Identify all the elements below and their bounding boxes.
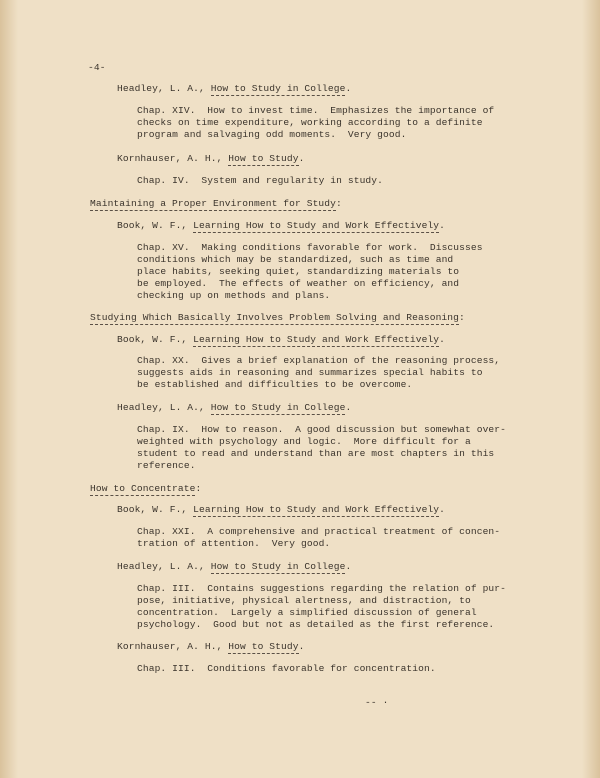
reference-entry [117,561,351,573]
section-heading-tail: : [336,198,342,209]
reference-entry [117,402,351,414]
reference-title: How to Study [228,641,299,652]
reference-title: Learning How to Study and Work Effectively [193,220,440,231]
chapter-note-line: checking up on methods and plans. [137,290,331,301]
chapter-note-line: Chap. XV. Making conditions favorable for work. Discusses [137,242,483,253]
section-heading-text: Maintaining a Proper Environment for Study [90,198,337,209]
chapter-note-line: Chap. XX. Gives a brief explanation of the reasoning process, [137,355,501,366]
chapter-note-line: conditions which may be standardized, such as time and [137,254,454,265]
chapter-note-line: student to read and understand than are most chapters in this [137,448,495,459]
section-heading-tail: : [195,483,202,494]
chapter-note-line: place habits, seeking quiet, standardizing materials to [137,266,460,277]
reference-tail: . [345,83,352,94]
reference-author: Headley, L. A., [117,561,211,572]
section-heading [90,483,201,495]
reference-tail: . [345,561,352,572]
chapter-note-line: Chap. III. Contains suggestions regarding the relation of pur- [137,583,507,594]
section-heading-text: How to Concentrate [90,483,196,494]
chapter-note-line: be employed. The effects of weather on efficiency, and [137,278,460,289]
reference-entry [117,334,445,346]
reference-tail: . [439,504,446,515]
reference-author: Headley, L. A., [117,402,211,413]
chapter-note-line: Chap. IV. System and regularity in study. [137,175,384,186]
reference-author: Headley, L. A., [117,83,211,94]
chapter-note-line: concentration. Largely a simplified discussion of general [137,607,477,618]
reference-entry [117,641,304,653]
reference-author: Book, W. F., [117,504,194,515]
chapter-note-line: suggests aids in reasoning and summarizes special habits to [137,367,483,378]
chapter-note-line: reference. [137,460,196,471]
chapter-note-line: program and salvaging odd moments. Very good. [137,129,407,140]
reference-entry [117,83,351,95]
chapter-note-line: Chap. XXI. A comprehensive and practical treatment of concen- [137,526,501,537]
page-edge-left [0,0,18,778]
reference-title: How to Study in College [210,561,346,572]
chapter-note-line: Chap. IX. How to reason. A good discussion but somewhat over- [137,424,507,435]
reference-title: How to Study [228,153,299,164]
section-heading-text: Studying Which Basically Involves Problem Solving and Reasoning [90,312,460,323]
chapter-note-line: Chap. XIV. How to invest time. Emphasizes the importance of [137,105,495,116]
reference-title: Learning How to Study and Work Effectively [193,334,440,345]
reference-tail: . [439,334,446,345]
footer-mark: -- · [365,697,389,708]
chapter-note-line: be established and difficulties to be overcome. [137,379,413,390]
page-edge-right [582,0,600,778]
chapter-note-line: tration of attention. Very good. [137,538,331,549]
page-number: -4- [88,62,106,73]
reference-author: Book, W. F., [117,334,194,345]
chapter-note-line: weighted with psychology and logic. More difficult for a [137,436,471,447]
section-heading [90,312,465,324]
section-heading-tail: : [459,312,465,323]
reference-author: Book, W. F., [117,220,194,231]
reference-entry [117,153,304,165]
chapter-note-line: psychology. Good but not as detailed as the first reference. [137,619,495,630]
reference-tail: . [345,402,352,413]
section-heading [90,198,342,210]
reference-author: Kornhauser, A. H., [117,153,229,164]
chapter-note-line: Chap. III. Conditions favorable for concentration. [137,663,436,674]
reference-title: Learning How to Study and Work Effectively [193,504,440,515]
chapter-note-line: checks on time expenditure, working according to a definite [137,117,483,128]
reference-entry [117,504,445,516]
reference-title: How to Study in College [210,402,346,413]
reference-tail: . [298,153,305,164]
chapter-note-line: pose, initiative, physical alertness, and distraction, to [137,595,471,606]
reference-tail: . [298,641,305,652]
reference-entry [117,220,445,232]
reference-title: How to Study in College [210,83,346,94]
reference-tail: . [439,220,446,231]
reference-author: Kornhauser, A. H., [117,641,229,652]
